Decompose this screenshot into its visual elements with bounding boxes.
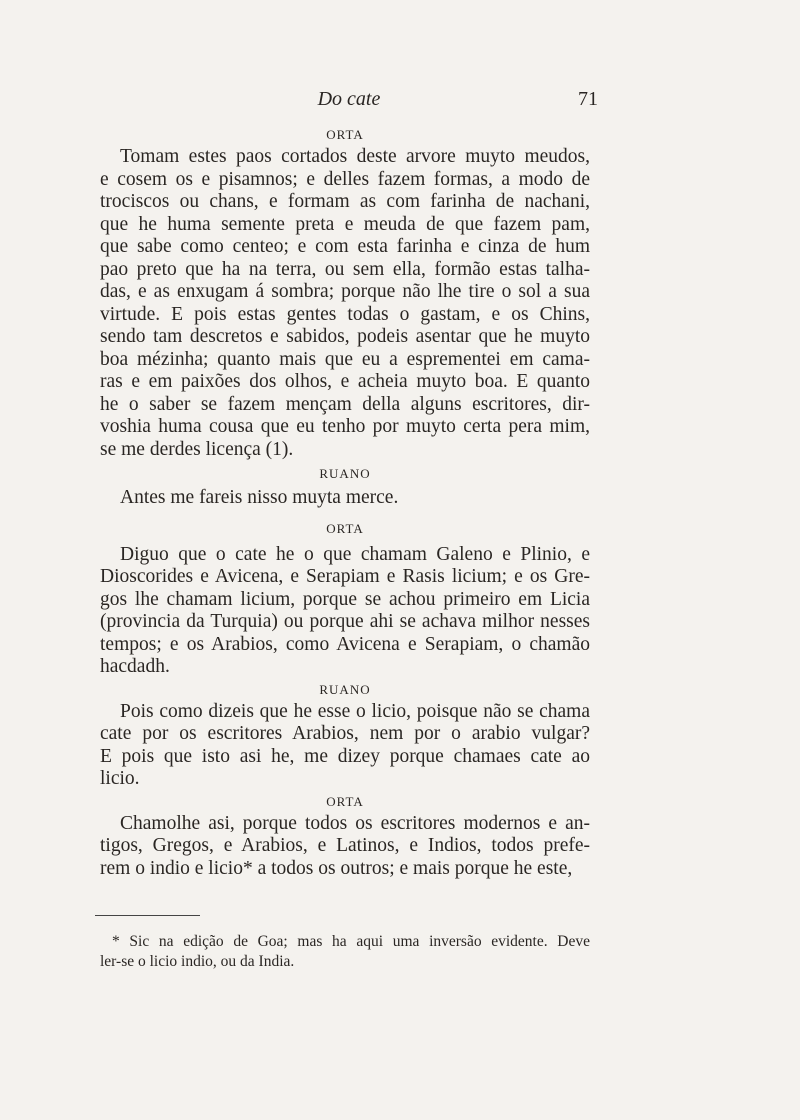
page-number: 71 <box>578 88 598 110</box>
text-line: tempos; e os Arabios, como Avicena e Serapiam, o chamão <box>100 633 590 655</box>
speaker-label: ORTA <box>326 793 364 809</box>
text-line: Antes me fareis nisso muyta merce. <box>120 487 399 508</box>
text-line: tigos, Gregos, e Arabios, e Latinos, e Indios, todos prefe- <box>100 835 590 856</box>
footnote-rule <box>95 915 200 916</box>
text-line: Tomam estes paos cortados deste arvore muyto meudos, <box>120 146 590 167</box>
text-line: licio. <box>100 768 140 789</box>
footnote <box>100 932 590 972</box>
text-line: ras e em paixões dos olhos, e acheia muyto boa. E quanto <box>100 371 590 392</box>
text-line: que he huma semente preta e meuda de que fazem pam, <box>100 213 590 235</box>
text-line: boa mézinha; quanto mais que eu a esprementei em cama- <box>100 348 590 370</box>
footnote-line: * Sic na edição de Goa; mas ha aqui uma inversão evidente. Deve <box>112 933 590 950</box>
text-line: que sabe como centeo; e com esta farinha e cinza de hum <box>100 236 590 257</box>
text-line: das, e as enxugam á sombra; porque não lhe tire o sol a sua <box>100 281 590 302</box>
text-line: trociscos ou chans, e formam as com farinha de nachani, <box>100 191 590 212</box>
text-line: pao preto que ha na terra, ou sem ella, formão estas talha- <box>100 258 590 280</box>
text-line: Pois como dizeis que he esse o licio, poisque não se chama <box>120 700 590 722</box>
text-line: e cosem os e pisamnos; e delles fazem formas, a modo de <box>100 168 590 190</box>
speaker-label: ORTA <box>326 520 364 536</box>
text-line: Diguo que o cate he o que chamam Galeno e Plinio, e <box>120 543 590 565</box>
text-line: sendo tam descretos e sabidos, podeis asentar que he muyto <box>100 326 590 347</box>
speaker-label: RUANO <box>319 466 371 481</box>
text-line: se me derdes licença (1). <box>100 438 294 460</box>
paragraph <box>100 701 590 791</box>
speaker-label: ORTA <box>326 127 364 142</box>
footnote-line: ler-se o licio indio, ou da India. <box>100 953 295 970</box>
speaker-label: RUANO <box>319 681 371 697</box>
text-line: Chamolhe asi, porque todos os escritores modernos e an- <box>120 812 590 834</box>
text-line: rem o indio e licio* a todos os outros; e mais porque he este, <box>100 857 573 879</box>
text-line: hacdadh. <box>100 656 170 677</box>
text-line: (provincia da Turquia) ou porque ahi se achava milhor nesses <box>100 611 590 632</box>
paragraph <box>100 544 590 679</box>
text-line: voshia huma cousa que eu tenho por muyto certa pera mim, <box>100 416 590 437</box>
paragraph <box>100 813 590 881</box>
paragraph <box>100 146 590 461</box>
paragraph <box>100 487 590 510</box>
running-title: Do cate <box>317 88 381 110</box>
page-header <box>100 84 598 114</box>
text-line: cate por os escritores Arabios, nem por o arabio vulgar? <box>100 723 590 744</box>
main-text <box>100 124 590 880</box>
text-line: virtude. E pois estas gentes todas o gastam, e os Chins, <box>100 303 590 325</box>
text-line: he o saber se fazem mençam della alguns escritores, dir- <box>100 393 590 415</box>
text-line: Dioscorides e Avicena, e Serapiam e Rasis licium; e os Gre- <box>100 566 590 587</box>
text-line: E pois que isto asi he, me dizey porque chamaes cate ao <box>100 745 590 767</box>
text-line: gos lhe chamam licium, porque se achou primeiro em Licia <box>100 588 590 610</box>
